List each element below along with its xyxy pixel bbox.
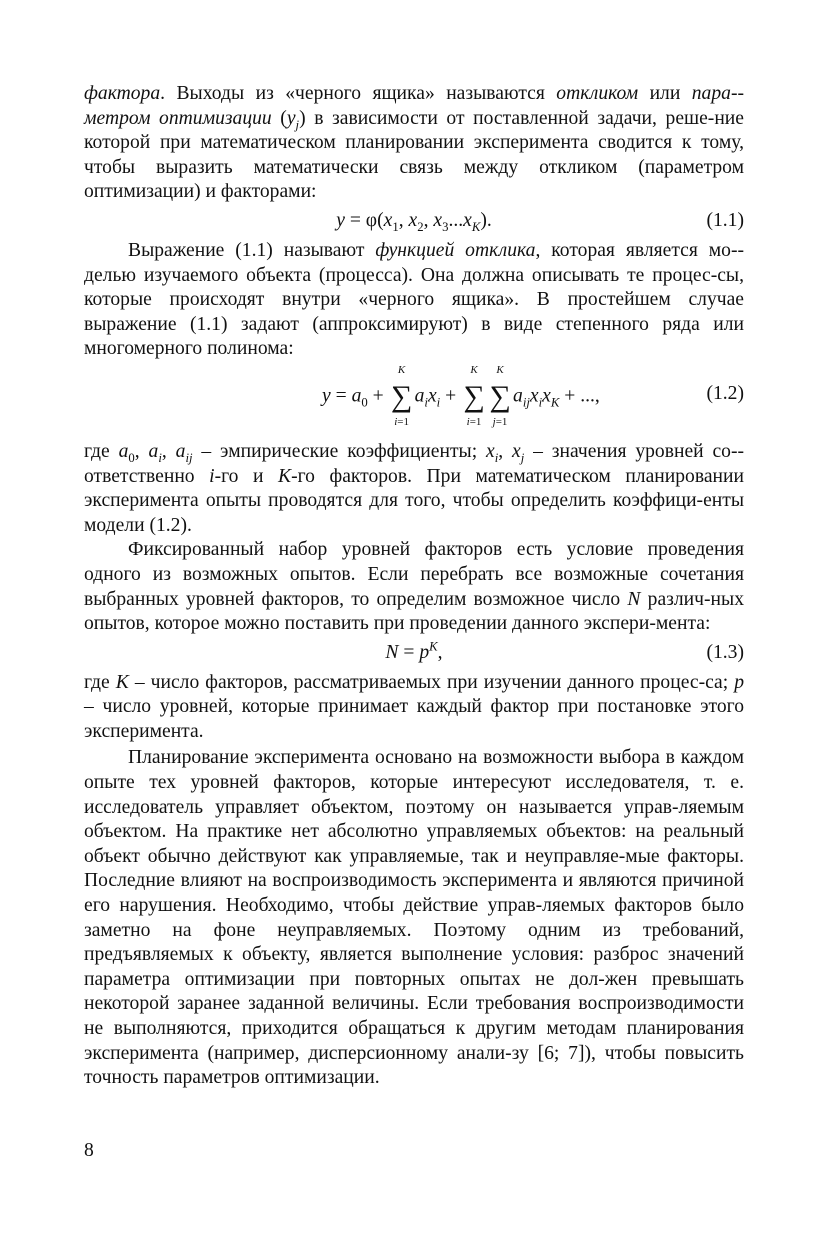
equation-1-1-expression: $y = \varphi(x_1$, $x_2$, $x_3...x_K$).	[336, 209, 492, 234]
math-var: y	[286, 107, 296, 129]
equation-1-2	[84, 364, 744, 436]
paragraph-1	[84, 82, 744, 205]
page-body	[84, 82, 744, 1091]
summation-symbol: K ∑ j=1	[489, 363, 511, 428]
paragraph-3: где $a_0$, $a_i$, $a_{ij}$ – эмпирические коэффициенты; $x_i$, $x_j$ – значения уровней со-ответственно i-го и K-го факторов. При математическом планировании эксперимента опыты проводятся для того, чтобы определить коэффици-енты модели (1.2).	[84, 440, 745, 536]
math-sub: j	[295, 117, 300, 132]
equation-number: (1.3)	[706, 641, 744, 663]
page-number: 8	[84, 1140, 94, 1161]
paragraph-4: Фиксированный набор уровней факторов есть условие проведения одного из возможных опытов. Если перебрать все возможные сочетания выбранных уровней факторов, то определим возможное число N различ-ных опытов, которое можно поставить при проведении данного экспери-мента:	[84, 539, 744, 635]
italic-term: пара-метром оптимизации	[84, 83, 744, 129]
paragraph-2	[84, 239, 744, 362]
equation-1-2-expression: $y = a_0$ + K ∑ i=1 $a_ix_i$ + K ∑ i=1 K ∑ j=1 $a_{ij}x_ix_K$ + ...,	[322, 363, 600, 428]
equation-number: (1.1)	[706, 209, 744, 231]
summation-symbol: K ∑ i=1	[390, 363, 413, 428]
text-run: . Выходы из «черного ящика» называются	[160, 83, 557, 104]
equation-1-1	[84, 209, 744, 237]
paragraph-6: Планирование эксперимента основано на возможности выбора в каждом опыте тех уровней факторов, которые интересуют исследователя, т. е. исследователь управляет объектом, поэтому он называется управ-ляемым объектом. На практике нет абсолютно управляемых объектов: на реальный объект обычно действуют как управляемые, так и неуправляе-мые факторы. Последние влияют на воспроизводимость эксперимента и являются причиной его нарушения. Необходимо, чтобы действие управ-ляемых факторов было заметно на фоне неуправляемых. Поэтому одним из требований, предъявляемых к объекту, является выполнение условия: разброс значений параметра оптимизации при повторных опытах не дол-жен превышать некоторой заранее заданной величины. Если требования воспроизводимости не выполняются, приходится обращаться к другим методам планирования эксперимента (например, дисперсионному анали-зу [6; 7]), чтобы повысить точность параметров оптимизации.	[84, 747, 744, 1089]
text-run: (	[271, 107, 287, 129]
italic-term: функцией отклика	[375, 239, 536, 261]
italic-term: фактора	[84, 83, 161, 104]
text-run: ) в зависимости от поставленной задачи, реше-ние которой при математическом планировании эксперимента сводится к тому, чтобы выразить математически связь между откликом (параметром оптимизации) и факторами:	[84, 107, 744, 203]
paragraph-5: где K – число факторов, рассматриваемых при изучении данного процес-са; p – число уровней, которые принимает каждый фактор при постановке этого эксперимента.	[84, 671, 745, 742]
text-run: , которая является мо-делью изучаемого объекта (процесса). Она должна описывать те процес-сы, которые происходят внутри «черного ящика». В простейшем случае выражение (1.1) задают (аппроксимируют) в виде степенного ряда или многомерного полинома:	[84, 239, 744, 360]
text-run: или	[638, 83, 692, 104]
equation-1-3-expression: $N = p^K$,	[385, 639, 443, 663]
equation-number: (1.2)	[706, 382, 744, 404]
text-run: Выражение (1.1) называют	[128, 239, 376, 261]
italic-term: откликом	[556, 83, 639, 104]
equation-1-3	[84, 641, 744, 669]
summation-symbol: K ∑ i=1	[463, 363, 485, 428]
